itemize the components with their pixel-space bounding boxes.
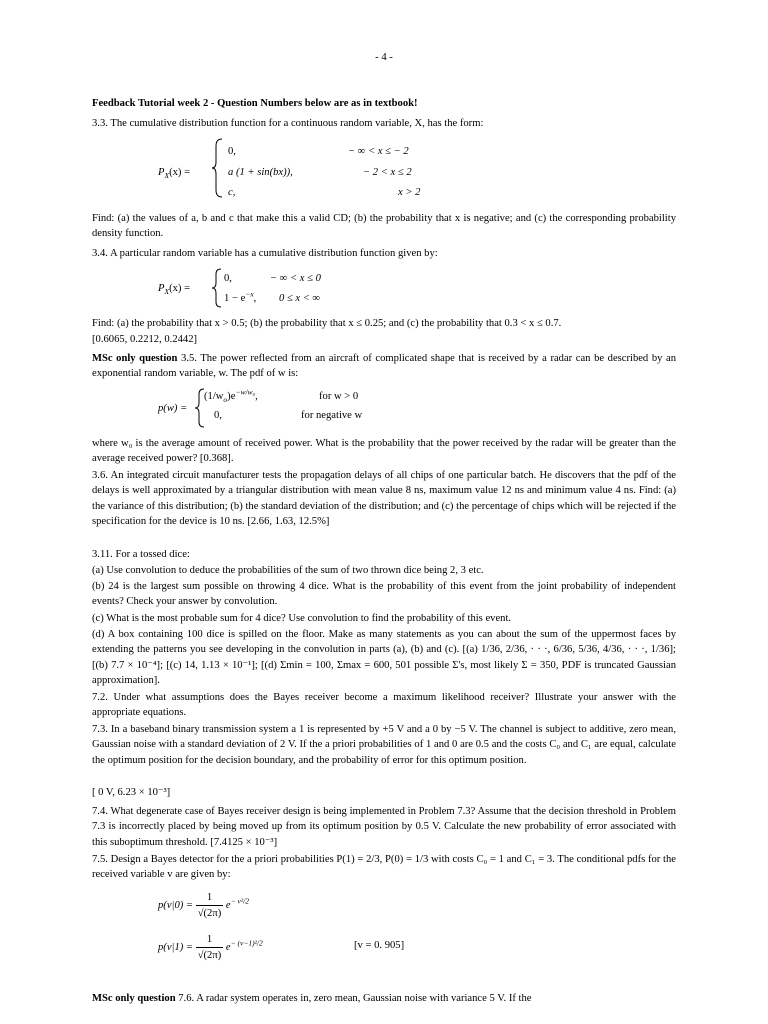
q7-3-text: 7.3. In a baseband binary transmission system a 1 is represented by +5 V and a 0 by −5 V. The channel is subject to additive, zero mean, Gaussian noise with a standard deviation of 2 V. If the a priori probabilities of 1 and 0 are 0.5 and the costs C₀ and C₁ are equal, calculate the optimum position for the decision boundary, and the probability of error for this optimum position. [92,724,676,766]
q3-3-case3: c, [228,187,236,198]
q7-3-answer: [ 0 V, 6.23 × 10⁻³] [92,787,171,798]
q3-5-cond1: for w > 0 [319,391,359,402]
q3-5-lhs: p(w) = [158,403,188,414]
q7-5-answer: [v = 0. 905] [354,940,405,951]
q7-4-text: 7.4. What degenerate case of Bayes receiver design is being implemented in Problem 7.3? Assume that the decision threshold in Problem 7.3 is incorrectly placed by being moved up from its optimum position by 0.5 V. Calculate the new probability of error associated with this suboptimum threshold. [7.4125 × 10⁻³] [92,806,676,848]
q7-6-text: MSc only question 7.6. A radar system operates in, zero mean, Gaussian noise with variance 5 V. If the [92,993,532,1004]
tutorial-heading: Feedback Tutorial week 2 - Question Numbers below are as in textbook! [92,98,418,109]
q7-2-text: 7.2. Under what assumptions does the Bayes receiver become a maximum likelihood receiver? Illustrate your answer with the appropriate equations. [92,692,676,719]
msc-label: MSc only question [92,993,176,1004]
q7-5-eq2: p(v|1) = $\frac{1}{√(2\pi)}$ $e^{- (v-1)^2/2}$ [158,932,263,964]
q3-3-cond1: − ∞ < x ≤ − 2 [348,146,409,157]
q3-4-cond2: 0 ≤ x < ∞ [279,293,321,304]
q3-11-b: (b) 24 is the largest sum possible on throwing 4 dice. What is the probability of this event from the joint probability of independent events? Check your answer by convolution. [92,581,676,608]
q3-4-case2: $1 - e^{-x}$, [224,289,257,304]
q3-3-text: 3.3. The cumulative distribution function for a continuous random variable, X, has the form: [92,118,484,129]
page-number: - 4 - [375,52,393,63]
q3-5-text: MSc only question 3.5. The power reflected from an aircraft of complicated shape that is received by a radar can be described by an exponential random variable, w. The pdf of w is: [92,353,676,380]
q3-3-case2: a (1 + sin(bx)), [228,167,293,178]
q3-3-find: Find: (a) the values of a, b and c that make this a valid CD; (b) the probability that x is negative; and (c) the corresponding probability density function. [92,213,676,240]
q3-4-answer: [0.6065, 0.2212, 0.2442] [92,334,198,345]
q3-6-text: 3.6. An integrated circuit manufacturer tests the propagation delays of all chips of one particular batch. He discovers that the pdf of the delays is well approximated by a triangular distribution with mean value 8 ns, maximum value 12 ns and minimum value 4 ns. Find: (a) the variance of this distribution; (b) the standard deviation of the distribution; and (c) the percentage of chips which will be rejected if the specification for the device is 10 ns. [2.66, 1.63, 12.5%] [92,470,676,528]
q3-11-c: (c) What is the most probable sum for 4 dice? Use convolution to find the probability of this event. [92,613,512,624]
q3-11-d: (d) A box containing 100 dice is spilled on the floor. Make as many statements as you can about the sum of the uppermost faces by extending the patterns you see developing in the convolution in parts (a), (b) and (c). [(a) 1/36, 2/36, · · ·, 6/36, 5/36, 4/36, · · ·, 1/36]; [(b) 7.7 × 10⁻⁴]; [(c) 14, 1.13 × 10⁻¹]; [(d) Σmin = 100, Σmax = 600, 501 possible Σ's, most likely Σ = 350, PDF is truncated Gaussian approximation]. [92,629,676,687]
q3-4-cond1: − ∞ < x ≤ 0 [270,273,321,284]
q3-5-case1: $(1/w_o)e^{-w/w_0}$, [204,387,258,405]
q3-3-cond3: x > 2 [398,187,421,198]
q3-5-cond2: for negative w [301,410,363,421]
q3-4-find: Find: (a) the probability that x > 0.5; (b) the probability that x ≤ 0.25; and (c) the probability that 0.3 < x ≤ 0.7. [92,318,562,329]
q7-5-text: 7.5. Design a Bayes detector for the a priori probabilities P(1) = 2/3, P(0) = 1/3 with costs C₀ = 1 and C₁ = 3. The conditional pdfs for the received variable v are given by: [92,854,676,881]
q3-4-brace [212,268,222,308]
q3-4-lhs: $P_X(x)$ = [158,283,191,297]
q3-3-brace [212,138,224,198]
q3-11-title: 3.11. For a tossed dice: [92,549,190,560]
q3-5-after: where w₀ is the average amount of received power. What is the probability that the power received by the radar will be greater than the average received power? [0.368]. [92,438,676,465]
q3-11-a: (a) Use convolution to deduce the probabilities of the sum of two thrown dice being 2, 3 etc. [92,565,484,576]
q7-5-eq1: p(v|0) = $\frac{1}{√(2\pi)}$ $e^{- v^2/2}$ [158,890,249,922]
q3-3-cond2: − 2 < x ≤ 2 [363,167,412,178]
q3-4-text: 3.4. A particular random variable has a cumulative distribution function given by: [92,248,438,259]
q3-3-case1: 0, [228,146,236,157]
q3-4-case1: 0, [224,273,232,284]
msc-label: MSc only question [92,353,178,364]
q3-3-lhs: $P_X(x)$ = [158,167,191,181]
q3-5-case2: 0, [214,410,222,421]
